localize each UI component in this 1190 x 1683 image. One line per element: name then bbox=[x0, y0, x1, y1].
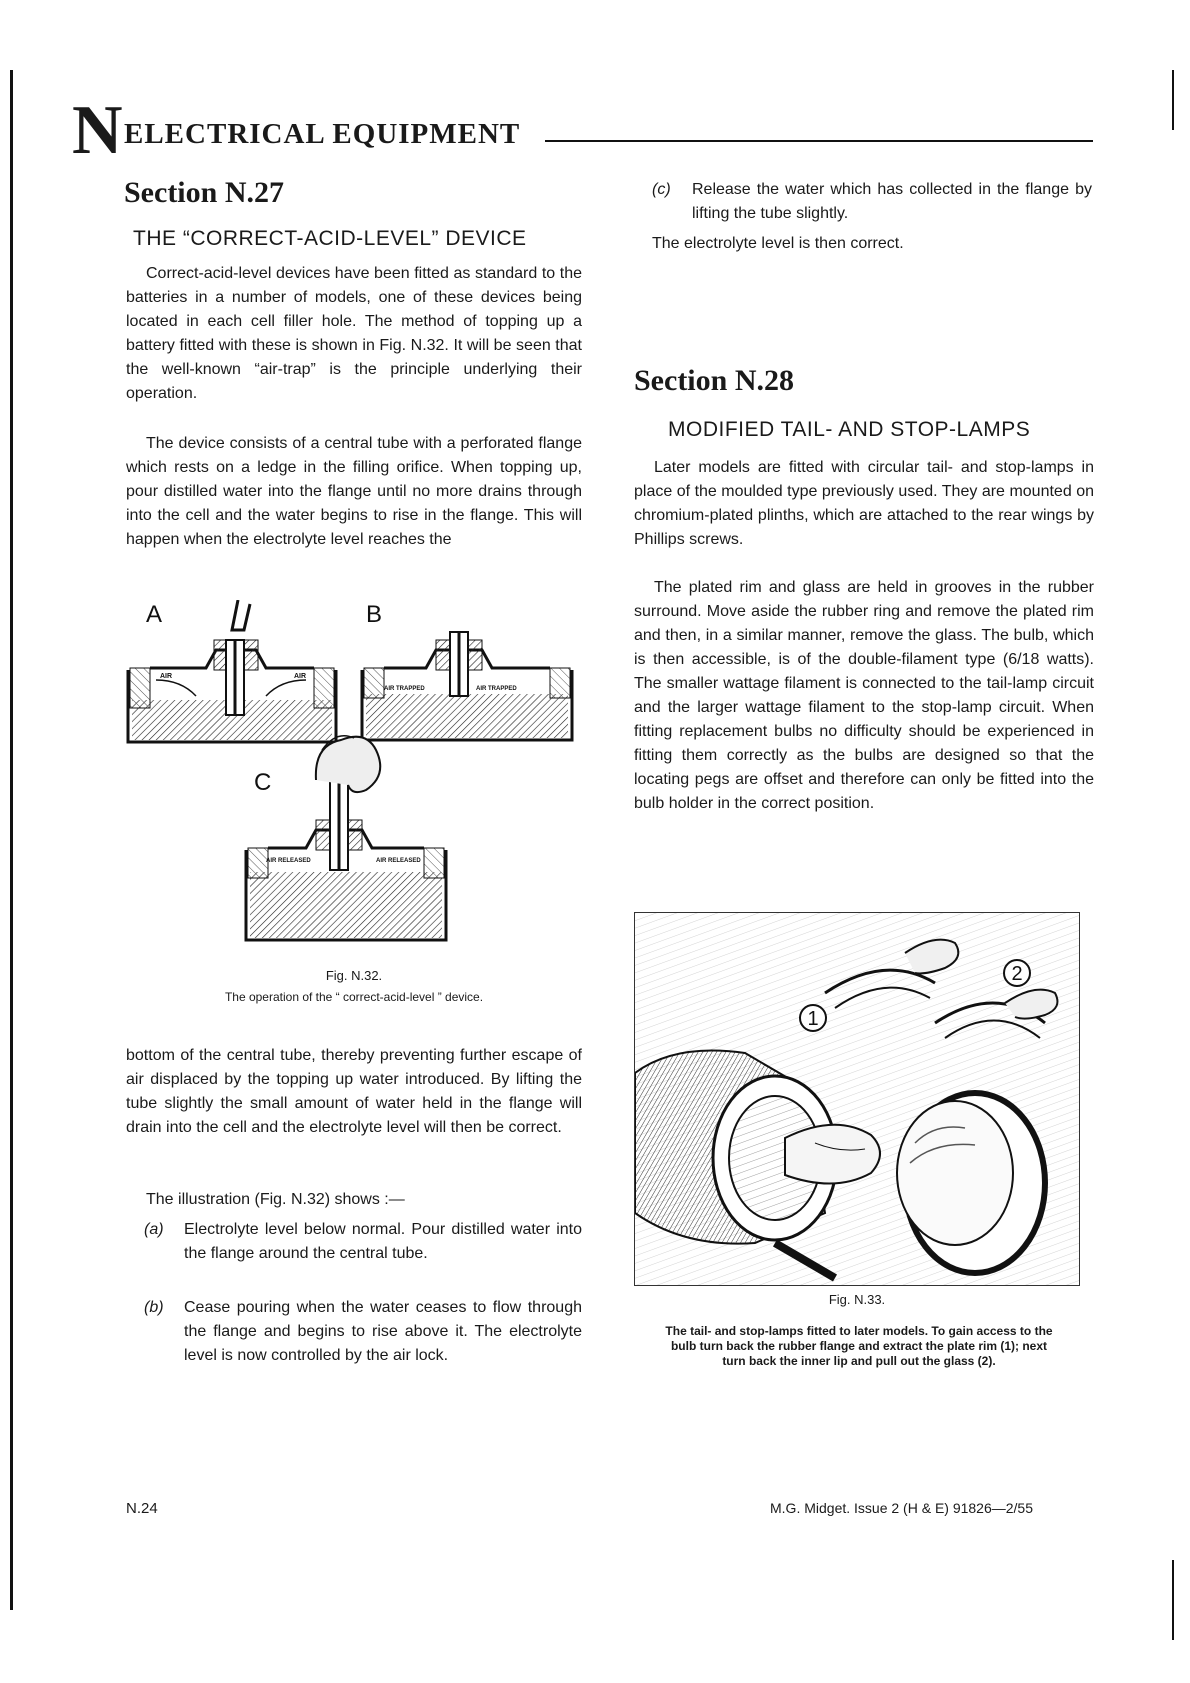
cell-c-drawing bbox=[246, 736, 446, 940]
section-27-para-4 bbox=[126, 1188, 582, 1212]
figure-n32-caption: The operation of the “ correct-acid-level ” device. bbox=[224, 990, 484, 1004]
figure-n32-illustration bbox=[126, 600, 582, 960]
list-item-a bbox=[144, 1218, 582, 1266]
section-27-para-2 bbox=[126, 432, 582, 552]
list-item-c bbox=[652, 178, 1092, 226]
callout-2: 2 bbox=[1011, 963, 1023, 985]
right-edge-line-lower bbox=[1172, 1560, 1174, 1640]
section-28-para-2-text: The plated rim and glass are held in grooves in the rubber surround. Move aside the rubber ring and remove the plated rim and then, in a similar manner, remove the glass. The bulb, which is then accessible, is of the double-filament type (6/18 watts). The smaller wattage filament is connected to the tail-lamp circuit and the larger wattage filament to the stop-lamp circuit. When fitting replacement bulbs no difficulty should be experienced in fitting them correctly as the bulbs are designed so that the locating pegs are offset and therefore can only be fitted into the bulb holder in the correct position. bbox=[634, 579, 1094, 812]
section-28-para-1 bbox=[634, 456, 1094, 552]
section-27-para-1 bbox=[126, 262, 582, 406]
section-28-para-1-text: Later models are fitted with circular tail- and stop-lamps in place of the moulded type previously used. They are mounted on chromium-plated plinths, which are attached to the rear wings by Phillips screws. bbox=[634, 459, 1094, 548]
label-a: A bbox=[146, 601, 163, 628]
section-28-para-2 bbox=[634, 576, 1094, 816]
label-air-right: AIR bbox=[294, 673, 307, 680]
label-air-left: AIR bbox=[160, 673, 173, 680]
figure-n33-label: Fig. N.33. bbox=[828, 1292, 886, 1307]
label-air-trapped-left: AIR TRAPPED bbox=[384, 686, 425, 692]
label-c: C bbox=[254, 769, 272, 796]
section-27-para-2-text: The device consists of a central tube with a perforated flange which rests on a ledge in the filling orifice. When topping up, pour distilled water into the flange until no more drains through into the cell and the water begins to rise in the flange. This will happen when the electrolyte level reaches the bbox=[126, 435, 582, 548]
publication-reference: M.G. Midget. Issue 2 (H & E) 91826—2/55 bbox=[770, 1500, 1034, 1516]
label-b: B bbox=[366, 601, 383, 628]
chapter-letter: N bbox=[72, 92, 121, 169]
list-item-b-label: (b) bbox=[144, 1299, 164, 1316]
figure-n33-illustration bbox=[635, 913, 1079, 1285]
section-27-para-3: bottom of the central tube, thereby preventing further escape of air displaced by the topping up water introduced. By lifting the tube slightly the small amount of water held in the flange will drain into the cell and the electrolyte level will then be correct. bbox=[126, 1047, 582, 1136]
section-27-title: Section N.27 bbox=[124, 176, 284, 209]
figure-n33-caption: The tail- and stop-lamps fitted to later models. To gain access to the bulb turn back the rubber flange and extract the plate rim (1); next turn back the inner lip and pull out the glass (2). bbox=[665, 1324, 1053, 1368]
header-rule bbox=[545, 140, 1093, 142]
label-air-released-right: AIR RELEASED bbox=[376, 858, 421, 864]
page-number: N.24 bbox=[126, 1500, 158, 1517]
list-item-b bbox=[144, 1296, 582, 1368]
right-edge-line bbox=[1172, 70, 1174, 130]
list-item-a-label: (a) bbox=[144, 1221, 164, 1238]
left-edge-line bbox=[10, 70, 13, 1610]
label-air-trapped-right: AIR TRAPPED bbox=[476, 686, 517, 692]
figure-n33 bbox=[634, 912, 1080, 1286]
list-item-b-text: Cease pouring when the water ceases to flow through the flange and begins to rise above it. The electrolyte level is now controlled by the air lock. bbox=[184, 1299, 582, 1364]
chapter-title: ELECTRICAL EQUIPMENT bbox=[124, 118, 521, 150]
label-air-released-left: AIR RELEASED bbox=[266, 858, 311, 864]
section-27-para-1-text: Correct-acid-level devices have been fitted as standard to the batteries in a number of models, one of these devices being located in each cell filler hole. The method of topping up a battery fitted with these is shown in Fig. N.32. It will be seen that the well-known “air-trap” is the principle underlying their operation. bbox=[126, 265, 582, 402]
list-item-c-label: (c) bbox=[652, 181, 671, 198]
list-item-a-text: Electrolyte level below normal. Pour distilled water into the flange around the central tube. bbox=[184, 1221, 582, 1262]
section-27-subheading: THE “CORRECT-ACID-LEVEL” DEVICE bbox=[133, 227, 527, 250]
section-27-para-4-text: The illustration (Fig. N.32) shows :— bbox=[146, 1191, 405, 1208]
figure-n32-label: Fig. N.32. bbox=[325, 968, 383, 983]
figure-n32 bbox=[126, 600, 582, 960]
section-27-after-items: The electrolyte level is then correct. bbox=[652, 235, 904, 252]
section-28-subheading: MODIFIED TAIL- AND STOP-LAMPS bbox=[668, 418, 1031, 441]
section-28-title: Section N.28 bbox=[634, 364, 794, 397]
list-item-c-text: Release the water which has collected in the flange by lifting the tube slightly. bbox=[692, 181, 1092, 222]
callout-1: 1 bbox=[807, 1008, 819, 1030]
